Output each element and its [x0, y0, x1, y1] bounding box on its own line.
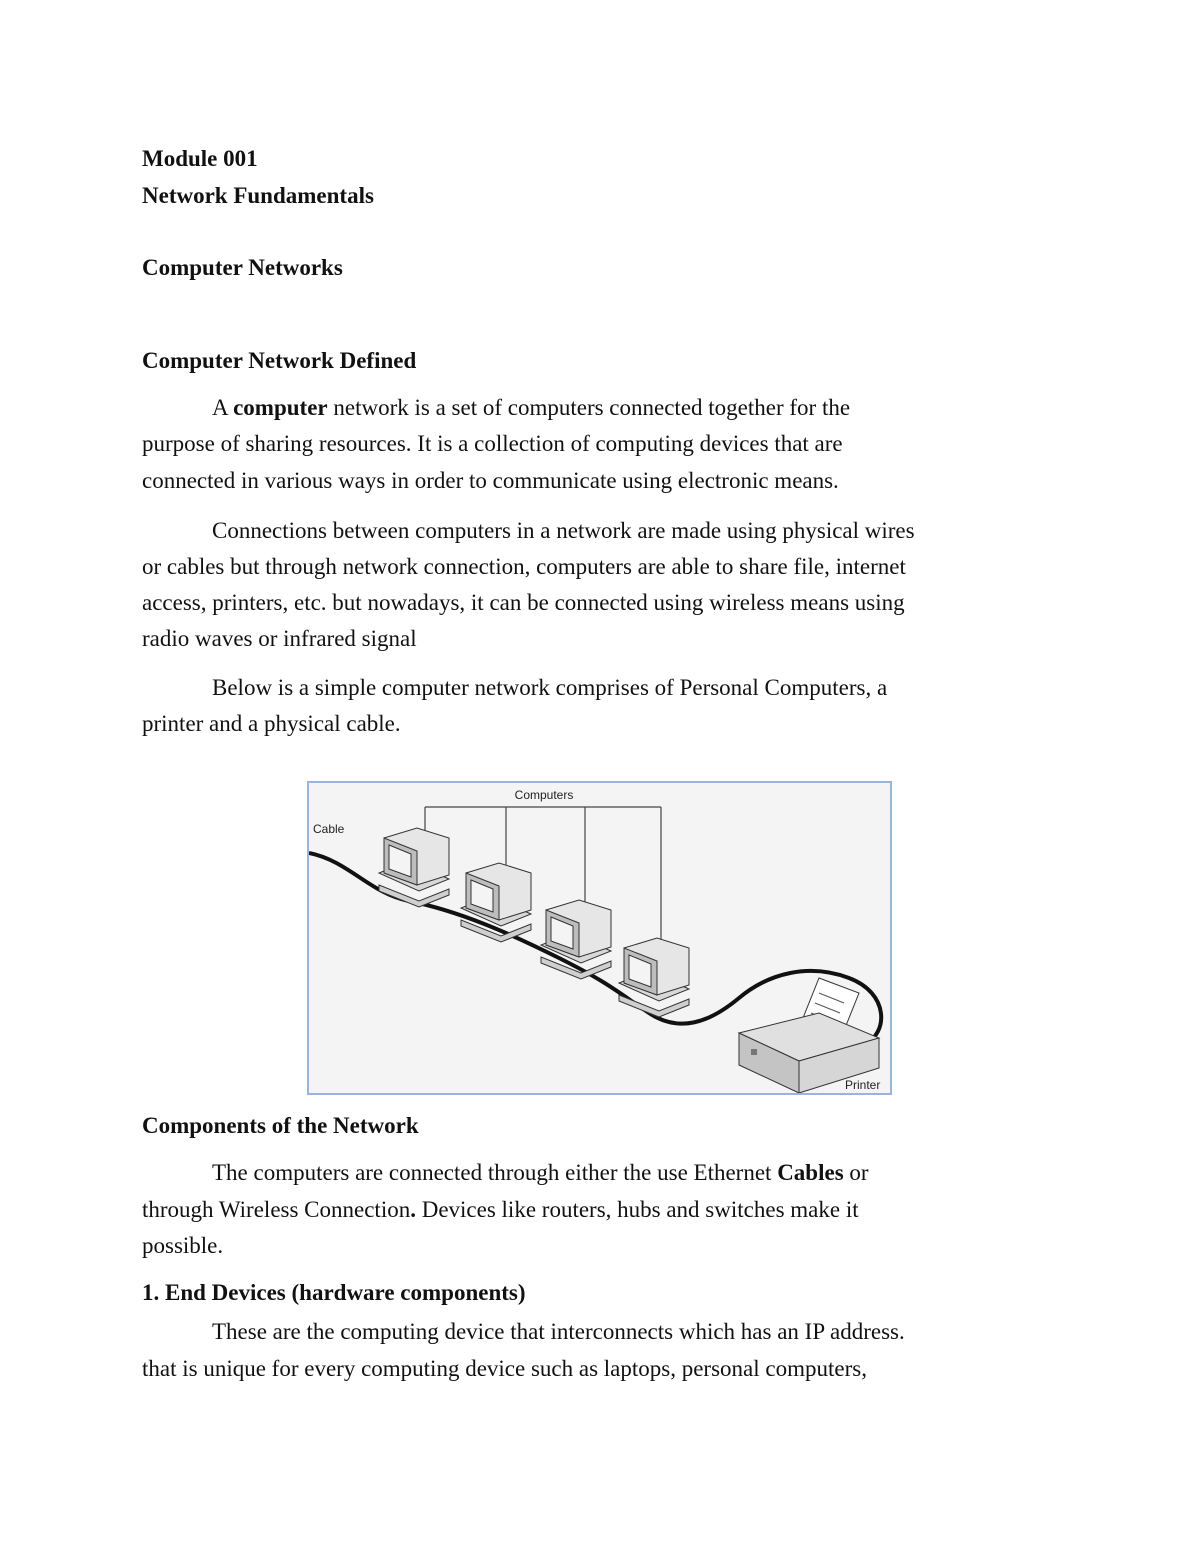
- text-run: or: [843, 1160, 869, 1185]
- network-diagram-figure: [307, 781, 892, 1095]
- computer-icon: [379, 828, 449, 907]
- network-diagram: [309, 783, 890, 1093]
- text-run: through Wireless Connection: [142, 1197, 411, 1222]
- printer-icon: [739, 978, 879, 1093]
- printer-label: Printer: [845, 1078, 881, 1092]
- text-run: A: [212, 395, 234, 420]
- paragraph-line: access, printers, etc. but nowadays, it can be connected using wireless means using: [142, 590, 905, 615]
- section-heading-components: Components of the Network: [142, 1113, 419, 1138]
- text-run: Devices like routers, hubs and switches make it: [415, 1197, 859, 1222]
- bold-term: Cables: [777, 1160, 844, 1185]
- module-subject: Network Fundamentals: [142, 183, 374, 208]
- text-run: The computers are connected through either the use Ethernet: [212, 1160, 778, 1185]
- computer-icon: [619, 938, 689, 1017]
- paragraph-line: possible.: [142, 1233, 224, 1258]
- paragraph-line: Below is a simple computer network comprises of Personal Computers, a: [212, 675, 888, 700]
- paragraph-line: [142, 389, 850, 426]
- bold-term: computer: [233, 395, 328, 420]
- text-run: network is a set of computers connected together for the: [327, 395, 851, 420]
- paragraph-line: printer and a physical cable.: [142, 711, 401, 736]
- list-item-heading: 1. End Devices (hardware components): [142, 1280, 526, 1305]
- topic-heading: Computer Networks: [142, 255, 343, 280]
- cable-label: Cable: [313, 822, 345, 836]
- section-heading-defined: Computer Network Defined: [142, 348, 417, 373]
- module-number: Module 001: [142, 146, 258, 171]
- paragraph-line: that is unique for every computing device such as laptops, personal computers,: [142, 1356, 867, 1381]
- computers-label: Computers: [514, 788, 574, 802]
- paragraph-line: [142, 1154, 869, 1191]
- paragraph-line: connected in various ways in order to communicate using electronic means.: [142, 468, 839, 493]
- paragraph-line: purpose of sharing resources. It is a collection of computing devices that are: [142, 431, 843, 456]
- paragraph-line: radio waves or infrared signal: [142, 626, 417, 651]
- paragraph-line: Connections between computers in a network are made using physical wires: [212, 518, 915, 543]
- paragraph-line: These are the computing device that interconnects which has an IP address.: [212, 1319, 905, 1344]
- bold-term: .: [410, 1197, 416, 1222]
- paragraph-line: [142, 1191, 859, 1228]
- paragraph-line: or cables but through network connection, computers are able to share file, internet: [142, 554, 906, 579]
- computers-bracket: [425, 807, 661, 943]
